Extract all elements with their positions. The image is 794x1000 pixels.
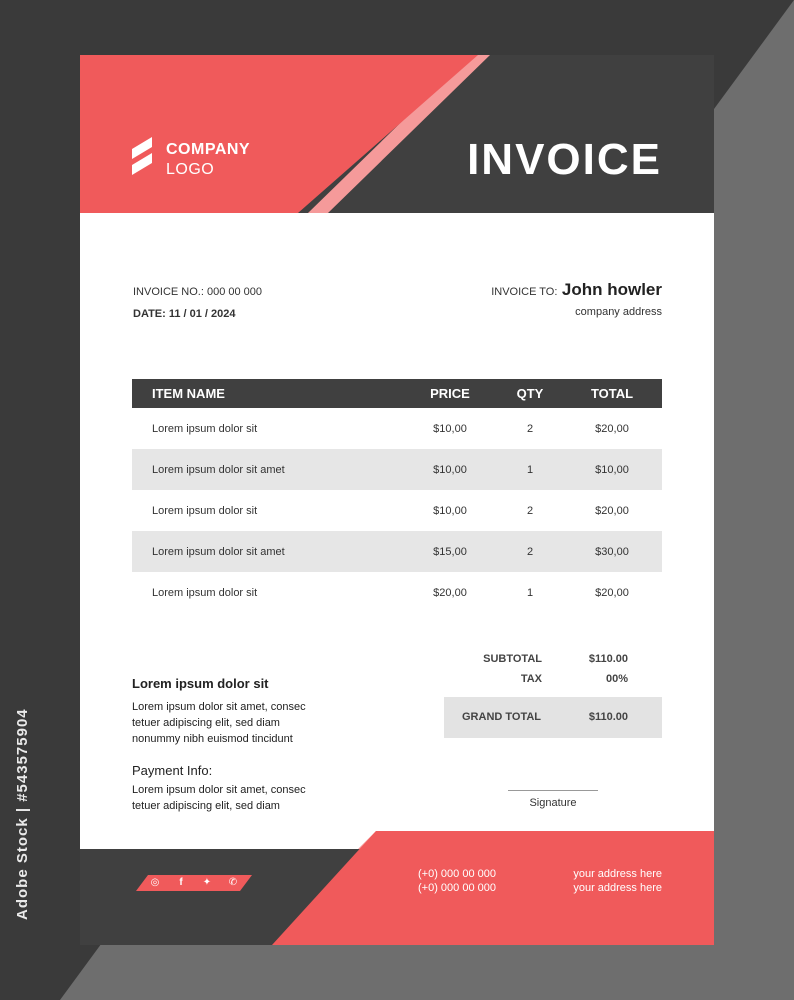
phone-number: (+0) 000 00 000 <box>418 868 496 880</box>
tax-label: TAX <box>520 673 542 685</box>
row-qty: 2 <box>526 422 534 435</box>
recipient-address: company address <box>575 306 662 318</box>
row-item: Lorem ipsum dolor sit <box>152 586 258 599</box>
table-row <box>132 449 662 490</box>
row-total: $20,00 <box>595 504 629 517</box>
table-row <box>132 490 662 531</box>
facebook-icon[interactable]: f <box>179 877 183 888</box>
grand-total-box <box>444 697 662 738</box>
row-price: $10,00 <box>433 422 467 435</box>
header-price: PRICE <box>430 386 470 401</box>
notes-line: nonummy nibh euismod tincidunt <box>132 733 293 745</box>
logo-line2: LOGO <box>166 161 215 178</box>
row-total: $30,00 <box>595 545 629 558</box>
notes-line: tetuer adipiscing elit, sed diam <box>132 717 280 729</box>
row-price: $10,00 <box>433 504 467 517</box>
notes-line: Lorem ipsum dolor sit amet, consec <box>132 701 306 713</box>
signature-label: Signature <box>529 797 577 809</box>
row-total: $20,00 <box>595 422 629 435</box>
table-header <box>132 379 662 408</box>
row-item: Lorem ipsum dolor sit amet <box>152 463 285 476</box>
grand-total-label: GRAND TOTAL <box>462 711 542 723</box>
totals-block <box>444 653 662 723</box>
stock-watermark: Adobe Stock | #543575904 <box>14 708 31 920</box>
address-line: your address here <box>573 882 662 894</box>
payment-line: tetuer adipiscing elit, sed diam <box>132 800 280 812</box>
instagram-icon[interactable]: ◎ <box>150 877 160 888</box>
table-row <box>132 531 662 572</box>
invoice-page <box>80 55 714 945</box>
row-item: Lorem ipsum dolor sit amet <box>152 545 285 558</box>
row-item: Lorem ipsum dolor sit <box>152 422 258 435</box>
header-item: ITEM NAME <box>152 386 225 401</box>
whatsapp-icon[interactable]: ✆ <box>228 877 238 888</box>
row-price: $20,00 <box>433 586 467 599</box>
row-item: Lorem ipsum dolor sit <box>152 504 258 517</box>
header-qty: QTY <box>516 386 544 401</box>
subtotal-value: $110.00 <box>588 653 628 665</box>
header-total: TOTAL <box>590 386 634 401</box>
invoice-meta <box>133 285 262 329</box>
payment-section <box>132 763 352 814</box>
row-qty: 1 <box>526 463 534 476</box>
row-price: $15,00 <box>433 545 467 558</box>
logo-mark-icon <box>132 135 158 185</box>
table-row <box>132 408 662 449</box>
items-table <box>132 379 662 613</box>
payment-line: Lorem ipsum dolor sit amet, consec <box>132 784 306 796</box>
social-links <box>136 875 252 891</box>
tax-value: 00% <box>605 673 628 685</box>
invoice-number: INVOICE NO.: 000 00 000 <box>133 286 263 298</box>
logo-line1: COMPANY <box>166 141 251 158</box>
subtotal-label: SUBTOTAL <box>483 653 542 665</box>
notes-section <box>132 676 352 747</box>
footer-phones <box>418 867 496 895</box>
footer-addresses <box>573 867 662 895</box>
signature-line <box>508 790 598 791</box>
header-band <box>80 55 714 213</box>
twitter-icon[interactable]: ✦ <box>202 877 212 888</box>
recipient-name: John howler <box>561 280 662 299</box>
table-row <box>132 572 662 613</box>
row-qty: 2 <box>526 545 534 558</box>
row-total: $20,00 <box>595 586 629 599</box>
invoice-title: INVOICE <box>467 135 662 184</box>
phone-number: (+0) 000 00 000 <box>418 882 496 894</box>
address-line: your address here <box>573 868 662 880</box>
notes-title: Lorem ipsum dolor sit <box>132 676 269 691</box>
subtotal-row <box>444 653 662 673</box>
invoice-recipient <box>491 280 662 318</box>
payment-title: Payment Info: <box>132 763 213 778</box>
row-qty: 2 <box>526 504 534 517</box>
grand-total-value: $110.00 <box>588 711 628 723</box>
invoice-to-label: INVOICE TO: <box>491 286 558 298</box>
invoice-date: DATE: 11 / 01 / 2024 <box>133 308 236 320</box>
row-total: $10,00 <box>595 463 629 476</box>
company-logo <box>132 135 250 185</box>
row-qty: 1 <box>526 586 534 599</box>
tax-row <box>444 673 662 693</box>
row-price: $10,00 <box>433 463 467 476</box>
